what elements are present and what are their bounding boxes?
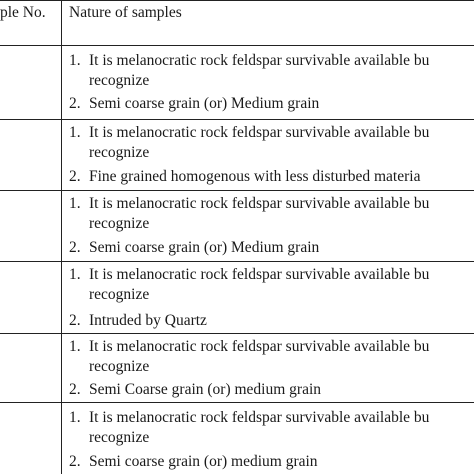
row-rule: [0, 119, 474, 120]
item-text-line: recognize: [89, 358, 150, 375]
item-number: 2.: [69, 312, 81, 329]
item-text-line: It is melanocratic rock feldspar survivable available bu: [89, 195, 430, 212]
item-text-line: It is melanocratic rock feldspar survivable available bu: [89, 338, 430, 355]
item-text-line: Semi Coarse grain (or) medium grain: [89, 381, 322, 398]
item-text-line: Semi coarse grain (or) Medium grain: [89, 95, 320, 112]
item-text-line: It is melanocratic rock feldspar survivable available bu: [89, 409, 430, 426]
item-number: 1.: [69, 195, 81, 212]
header-bottom-rule: [0, 45, 474, 46]
item-text-line: It is melanocratic rock feldspar survivable available bu: [89, 124, 430, 141]
item-number: 2.: [69, 168, 81, 185]
item-number: 2.: [69, 453, 81, 470]
item-text-line: Intruded by Quartz: [89, 312, 207, 329]
header-sample-no: ple No.: [0, 4, 46, 21]
row-rule: [0, 333, 474, 334]
item-text-line: Semi coarse grain (or) Medium grain: [89, 239, 320, 256]
row-rule: [0, 190, 474, 191]
item-text-line: recognize: [89, 429, 150, 446]
item-number: 1.: [69, 124, 81, 141]
item-text-line: It is melanocratic rock feldspar survivable available bu: [89, 266, 430, 283]
item-text-line: It is melanocratic rock feldspar survivable available bu: [89, 52, 430, 69]
item-text-line: recognize: [89, 215, 150, 232]
item-number: 2.: [69, 95, 81, 112]
item-number: 1.: [69, 409, 81, 426]
header-top-rule: [0, 0, 474, 1]
item-number: 1.: [69, 338, 81, 355]
header-nature-of-samples: Nature of samples: [69, 4, 182, 21]
item-text-line: recognize: [89, 144, 150, 161]
item-text-line: recognize: [89, 286, 150, 303]
item-number: 2.: [69, 239, 81, 256]
item-number: 1.: [69, 266, 81, 283]
column-divider: [61, 0, 62, 474]
item-text-line: recognize: [89, 72, 150, 89]
item-text-line: Semi coarse grain (or) medium grain: [89, 453, 318, 470]
item-number: 1.: [69, 52, 81, 69]
row-rule: [0, 261, 474, 262]
item-text-line: Fine grained homogenous with less disturbed materia: [89, 168, 421, 185]
item-number: 2.: [69, 381, 81, 398]
row-rule: [0, 402, 474, 403]
